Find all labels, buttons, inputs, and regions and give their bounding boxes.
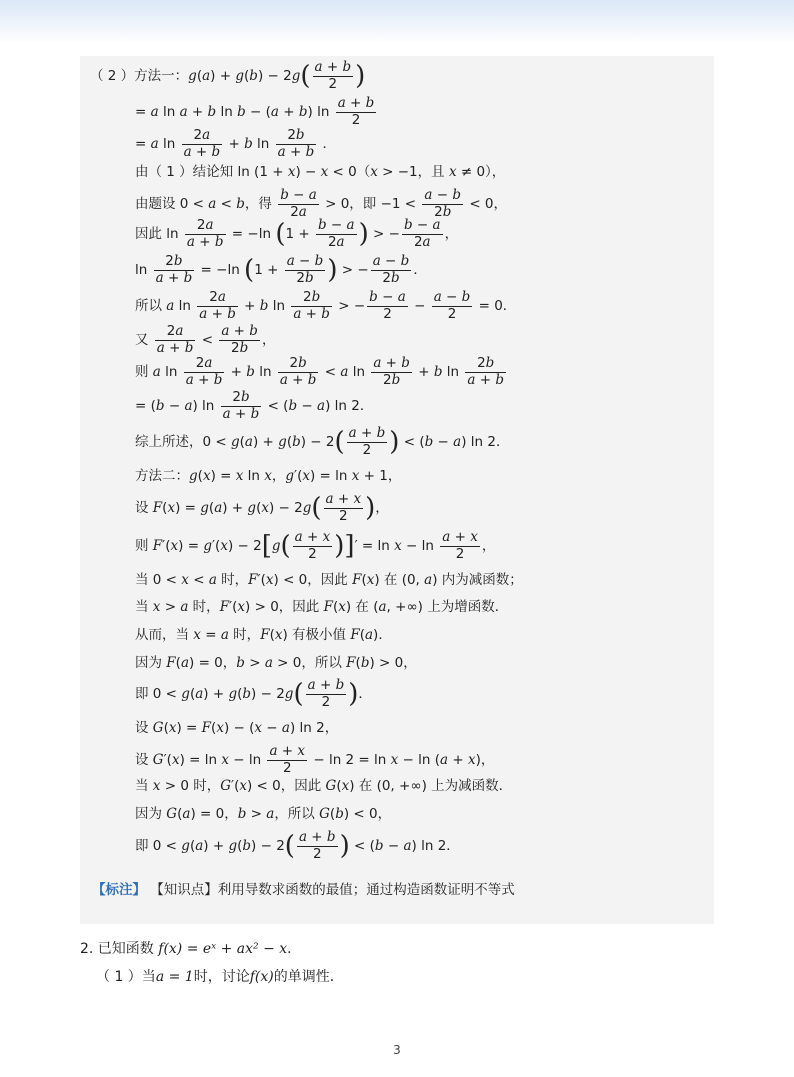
solution-line-20: 即 0 < g(a) + g(b) − 2g( $\frac{a + b}{2}$ )． — [135, 677, 372, 710]
note-tag: 【标注】 — [92, 882, 146, 898]
solution-line-16: 当 0 < x < a 时，F′(x) < 0，因此 F(x) 在 (0, a) 内为减函数； — [135, 572, 523, 588]
solution-line-8: 所以 a ln $\frac{2a}{a + b}$ + b ln $\frac{2b}{a + b}$ > − $\frac{b - a}{2}$ − $\frac{a - b}{2}$ = 0． — [135, 289, 517, 322]
solution-line-1: （ 2 ）方法一：g(a) + g(b) − 2g( $\frac{a + b}{2}$ ) — [90, 59, 366, 92]
solution-line-22: 设 G′(x) = ln x − ln $\frac{a + x}{2}$ − ln 2 = ln x − ln (a + x)， — [135, 743, 495, 776]
part-1-function: f(x) — [249, 969, 274, 985]
solution-line-2: = a ln a + b ln b − (a + b) ln $\frac{a + b}{2}$ — [135, 95, 375, 128]
knowledge-note — [92, 884, 515, 898]
solution-line-6: 因此 ln $\frac{2a}{a + b}$ = −ln (1 + $\frac{b - a}{2a}$ ) > − $\frac{b - a}{2a}$ ， — [135, 217, 459, 250]
part-1-text: 时，讨论 — [193, 969, 250, 985]
solution-line-25: 即 0 < g(a) + g(b) − 2( $\frac{a + b}{2}$ ) < (b − a) ln 2． — [135, 829, 460, 862]
solution-line-19: 因为 F(a) = 0，b > a > 0，所以 F(b) > 0， — [135, 655, 417, 671]
solution-line-24: 因为 G(a) = 0，b > a，所以 G(b) < 0， — [135, 806, 392, 822]
question-2-part-1 — [96, 970, 344, 984]
question-2-prefix: 2. 已知函数 — [80, 941, 154, 957]
part-1-condition: a = 1 — [155, 969, 194, 985]
solution-line-14: 设 F(x) = g(a) + g(x) − 2g( $\frac{a + x}{2}$ )， — [135, 491, 389, 524]
question-2-stem: 2. 已知函数 f(x) = eˣ + ax² − x． — [80, 941, 302, 957]
solution-line-3: = a ln $\frac{2a}{a + b}$ + b ln $\frac{2b}{a + b}$ ． — [135, 127, 337, 160]
solution-line-4: 由（ 1 ）结论知 ln (1 + x) − x < 0（x > −1，且 x ≠ 0）， — [135, 164, 506, 180]
part-1-end: 的单调性． — [273, 969, 344, 985]
solution-line-15: 则 F′(x) = g′(x) − 2[g( $\frac{a + x}{2}$ )]′ = ln x − ln $\frac{a + x}{2}$ ， — [135, 529, 496, 562]
solution-line-12: 综上所述，0 < g(a) + g(b) − 2( $\frac{a + b}{2}$ ) < (b − a) ln 2． — [135, 425, 510, 458]
solution-line-23: 当 x > 0 时，G′(x) < 0，因此 G(x) 在 (0, +∞) 上为减函数． — [135, 778, 513, 794]
page-number: 3 — [393, 1043, 401, 1057]
solution-line-7: ln $\frac{2b}{a + b}$ = −ln (1 + $\frac{a - b}{2b}$ ) > − $\frac{a - b}{2b}$ ． — [135, 253, 427, 286]
solution-line-17: 当 x > a 时，F′(x) > 0，因此 F(x) 在 (a, +∞) 上为增函数． — [135, 599, 509, 615]
solution-line-13: 方法二：g(x) = x ln x，g′(x) = ln x + 1， — [135, 468, 402, 484]
solution-line-21: 设 G(x) = F(x) − (x − a) ln 2， — [135, 720, 339, 736]
question-2-formula: f(x) = eˣ + ax² − x — [158, 941, 288, 957]
solution-line-5: 由题设 0 < a < b，得 $\frac{b - a}{2a}$ > 0，即 −1 < $\frac{a - b}{2b}$ < 0， — [135, 187, 508, 220]
note-text: 【知识点】利用导数求函数的最值；通过构造函数证明不等式 — [150, 882, 515, 898]
solution-line-9: 又 $\frac{2a}{a + b}$ < $\frac{a + b}{2b}$ ， — [135, 323, 276, 356]
solution-line-11: = (b − a) ln $\frac{2b}{a + b}$ < (b − a) ln 2． — [135, 389, 374, 422]
solution-line-10: 则 a ln $\frac{2a}{a + b}$ + b ln $\frac{2b}{a + b}$ < a ln $\frac{a + b}{2b}$ + b ln $\frac{2b}{a + b}$ — [135, 355, 505, 388]
solution-line-18: 从而，当 x = a 时，F(x) 有极小值 F(a)． — [135, 627, 392, 643]
part-1-prefix: （ 1 ）当 — [96, 969, 156, 985]
header-band — [0, 0, 794, 44]
